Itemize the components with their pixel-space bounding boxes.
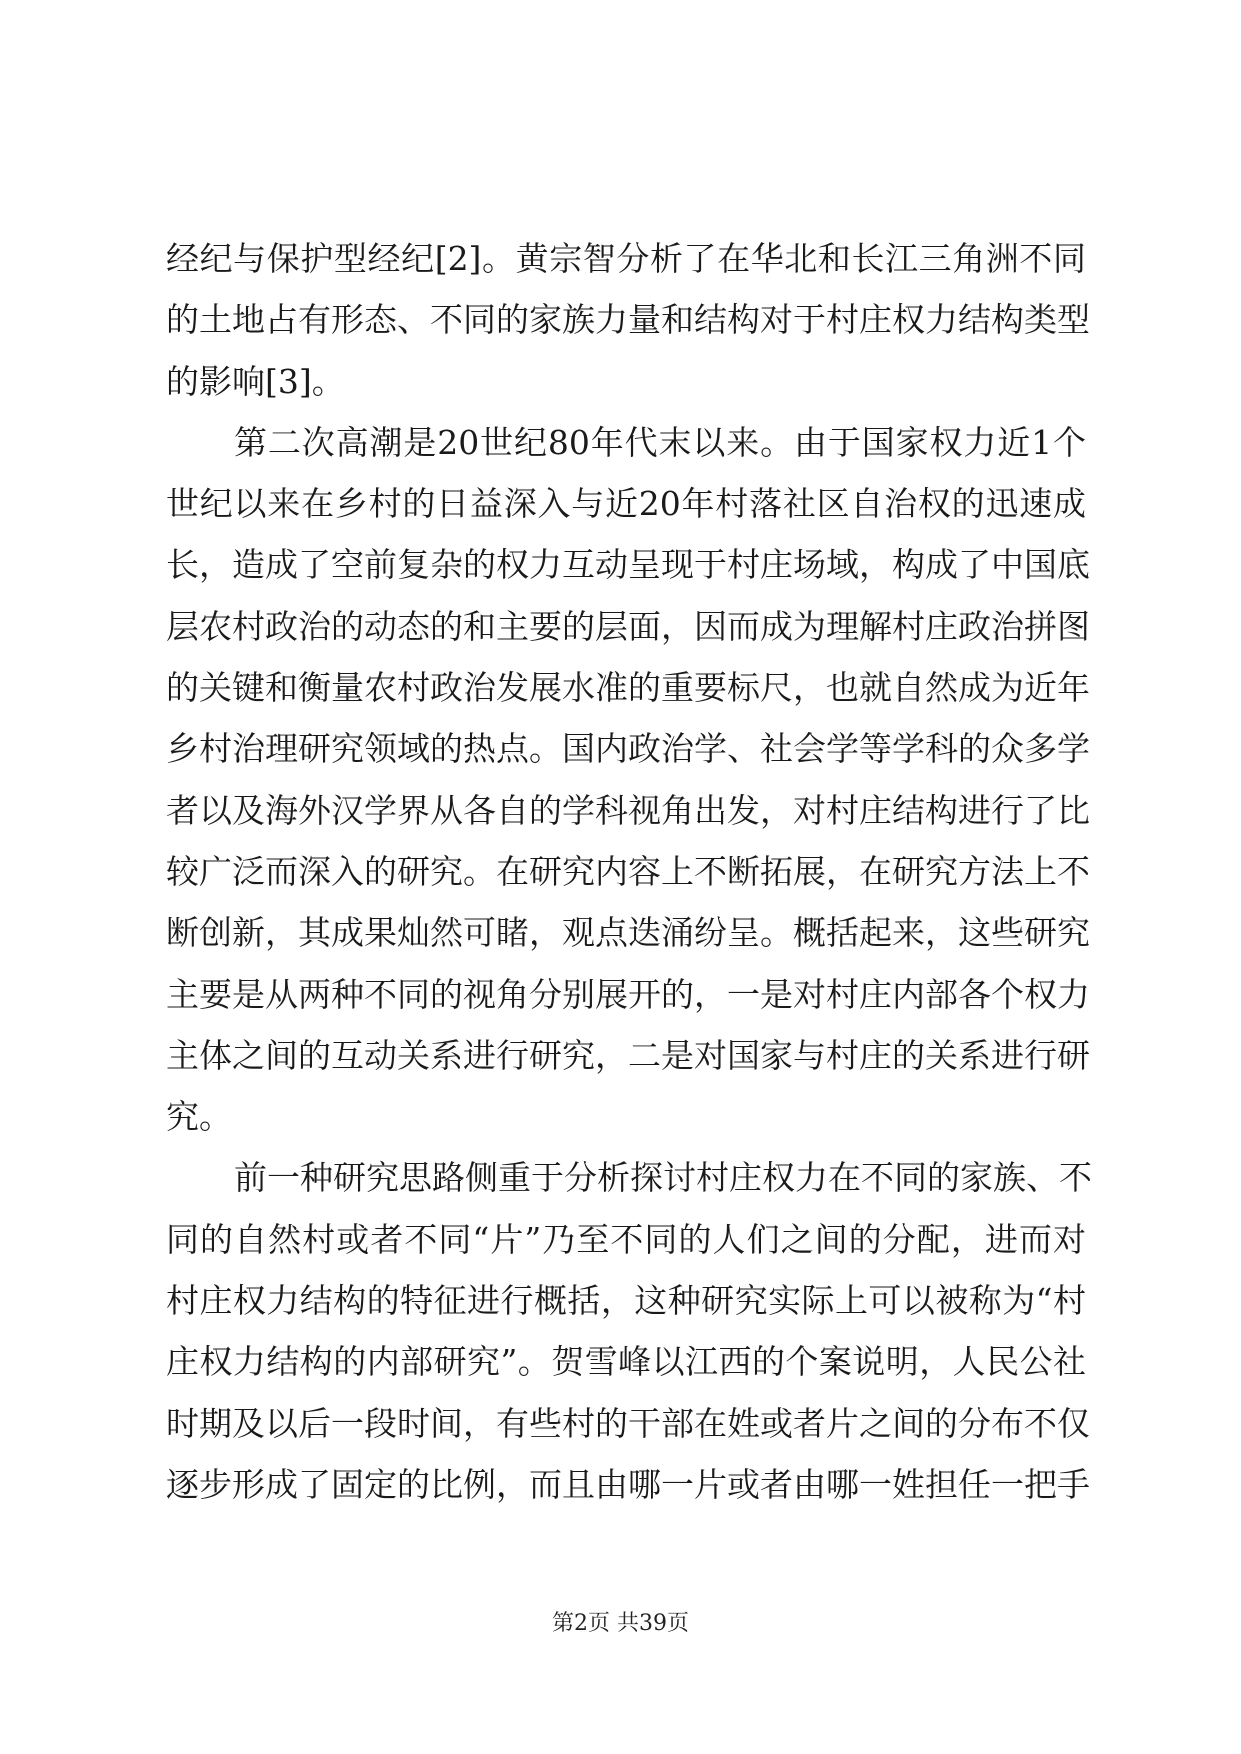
paragraph-1: [166, 228, 1090, 412]
text-line: 长，造成了空前复杂的权力互动呈现于村庄场域，构成了中国底: [166, 545, 1090, 585]
paragraph-2: [166, 412, 1090, 1148]
text-line: 断创新，其成果灿然可睹，观点迭涌纷呈。概括起来，这些研究: [166, 913, 1090, 953]
text-line: 的影响[3]。: [166, 361, 345, 401]
text-line: 世纪以来在乡村的日益深入与近20年村落社区自治权的迅速成: [166, 484, 1086, 524]
text-line: 的关键和衡量农村政治发展水准的重要标尺，也就自然成为近年: [166, 668, 1090, 708]
text-line: 的土地占有形态、不同的家族力量和结构对于村庄权力结构类型: [166, 300, 1090, 340]
text-line: 主体之间的互动关系进行研究，二是对国家与村庄的关系进行研: [166, 1035, 1090, 1075]
text-line: 较广泛而深入的研究。在研究内容上不断拓展，在研究方法上不: [166, 851, 1090, 891]
text-line: 逐步形成了固定的比例，而且由哪一片或者由哪一姓担任一把手: [166, 1464, 1090, 1504]
page-number: 第2页 共39页: [552, 1611, 689, 1636]
text-line: 究。: [166, 1097, 232, 1137]
paragraph-3: [166, 1147, 1092, 1515]
text-line: 前一种研究思路侧重于分析探讨村庄权力在不同的家族、不: [234, 1158, 1092, 1198]
text-line: 经纪与保护型经纪[2]。黄宗智分析了在华北和长江三角洲不同: [166, 239, 1086, 278]
text-line: 层农村政治的动态的和主要的层面，因而成为理解村庄政治拼图: [166, 606, 1090, 646]
text-line: 庄权力结构的内部研究”。贺雪峰以江西的个案说明，人民公社: [166, 1342, 1086, 1382]
text-line: 时期及以后一段时间，有些村的干部在姓或者片之间的分布不仅: [166, 1403, 1090, 1443]
text-line: 乡村治理研究领域的热点。国内政治学、社会学等学科的众多学: [166, 729, 1090, 769]
text-line: 同的自然村或者不同“片”乃至不同的人们之间的分配，进而对: [166, 1219, 1086, 1259]
page-footer: [0, 1606, 1241, 1637]
text-line: 第二次高潮是20世纪80年代末以来。由于国家权力近1个: [234, 422, 1086, 462]
document-body: [166, 228, 1092, 1515]
text-line: 村庄权力结构的特征进行概括，这种研究实际上可以被称为“村: [166, 1281, 1086, 1321]
text-line: 主要是从两种不同的视角分别展开的，一是对村庄内部各个权力: [166, 974, 1090, 1014]
text-line: 者以及海外汉学界从各自的学科视角出发，对村庄结构进行了比: [166, 790, 1090, 830]
